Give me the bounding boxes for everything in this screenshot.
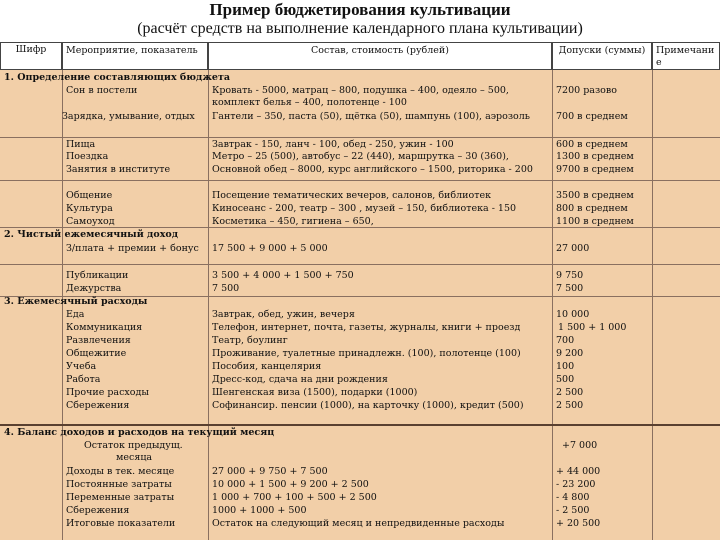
- header-activity: Мероприятие, показатель: [62, 42, 208, 70]
- activity-cell: Постоянные затраты: [66, 479, 172, 490]
- composition-cell: Остаток на следующий месяц и непредвиденные расходы: [212, 518, 505, 529]
- activity-cell: Пища: [66, 139, 96, 150]
- activity-cell: Общение: [66, 190, 113, 201]
- allowance-cell: + 44 000: [556, 466, 601, 477]
- allowance-cell: - 23 200: [556, 479, 596, 490]
- composition-cell: Завтрак - 150, ланч - 100, обед - 250, ужин - 100: [212, 139, 454, 150]
- activity-cell: Сбережения: [66, 505, 130, 516]
- activity-cell: месяца: [116, 452, 153, 463]
- row-divider: [0, 137, 720, 138]
- composition-cell: 1 000 + 700 + 100 + 500 + 2 500: [212, 492, 377, 503]
- activity-cell: Самоуход: [66, 216, 115, 227]
- composition-cell: Дресс-код, сдача на дни рождения: [212, 374, 388, 385]
- allowance-cell: 1100 в среднем: [556, 216, 634, 227]
- column-divider: [552, 70, 553, 540]
- header-note-line1: Примечани: [656, 45, 715, 56]
- activity-cell: Развлечения: [66, 335, 131, 346]
- row-divider: [0, 264, 720, 265]
- column-divider: [208, 70, 209, 540]
- composition-cell: Проживание, туалетные принадлежн. (100), полотенце (100): [212, 348, 521, 359]
- composition-cell: комплект белья – 400, полотенце - 100: [212, 97, 407, 108]
- allowance-cell: +7 000: [562, 440, 598, 451]
- composition-cell: Посещение тематических вечеров, салонов, библиотек: [212, 190, 492, 201]
- composition-cell: Основной обед – 8000, курс английского – 1500, риторика - 200: [212, 164, 533, 175]
- allowance-cell: 700 в среднем: [556, 111, 628, 122]
- activity-cell: Учеба: [66, 361, 97, 372]
- section-2-heading: 2. Чистый ежемесячный доход: [4, 229, 179, 240]
- allowance-cell: 9700 в среднем: [556, 164, 634, 175]
- composition-cell: Метро – 25 (500), автобус – 22 (440), маршрутка – 30 (360),: [212, 151, 509, 162]
- section-divider: [0, 424, 720, 426]
- activity-cell: Прочие расходы: [66, 387, 149, 398]
- activity-cell: Остаток предыдущ.: [84, 440, 183, 451]
- composition-cell: Театр, боулинг: [212, 335, 288, 346]
- allowance-cell: 10 000: [556, 309, 590, 320]
- allowance-cell: - 2 500: [556, 505, 590, 516]
- allowance-cell: 1 500 + 1 000: [558, 322, 627, 333]
- activity-cell: Сбережения: [66, 400, 130, 411]
- allowance-cell: 100: [556, 361, 575, 372]
- allowance-cell: 27 000: [556, 243, 590, 254]
- activity-cell: Переменные затраты: [66, 492, 175, 503]
- header-allowance: Допуски (суммы): [552, 42, 652, 70]
- activity-cell: Еда: [66, 309, 85, 320]
- allowance-cell: 3500 в среднем: [556, 190, 634, 201]
- activity-cell: Культура: [66, 203, 113, 214]
- allowance-cell: 2 500: [556, 400, 584, 411]
- composition-cell: Пособия, канцелярия: [212, 361, 322, 372]
- allowance-cell: 600 в среднем: [556, 139, 628, 150]
- allowance-cell: 1300 в среднем: [556, 151, 634, 162]
- header-composition: Состав, стоимость (рублей): [208, 42, 552, 70]
- allowance-cell: 7200 разово: [556, 85, 617, 96]
- composition-cell: 1000 + 1000 + 500: [212, 505, 307, 516]
- section-1-heading: 1. Определение составляющих бюджета: [4, 72, 231, 83]
- composition-cell: Кровать - 5000, матрац – 800, подушка – 400, одеяло – 500,: [212, 85, 509, 96]
- allowance-cell: 800 в среднем: [556, 203, 628, 214]
- composition-cell: Завтрак, обед, ужин, вечеря: [212, 309, 355, 320]
- row-divider: [0, 180, 720, 181]
- allowance-cell: 2 500: [556, 387, 584, 398]
- header-note: [652, 42, 720, 70]
- activity-cell: Работа: [66, 374, 101, 385]
- activity-cell: Дежурства: [66, 283, 122, 294]
- allowance-cell: + 20 500: [556, 518, 601, 529]
- page-subtitle: (расчёт средств на выполнение календарного плана культивации): [137, 20, 583, 37]
- composition-cell: Косметика – 450, гигиена – 650,: [212, 216, 374, 227]
- allowance-cell: - 4 800: [556, 492, 590, 503]
- activity-cell: Доходы в тек. месяце: [66, 466, 175, 477]
- composition-cell: 7 500: [212, 283, 240, 294]
- section-4-heading: 4. Баланс доходов и расходов на текущий месяц: [4, 427, 275, 438]
- column-divider: [652, 70, 653, 540]
- row-divider: [0, 227, 720, 228]
- allowance-cell: 7 500: [556, 283, 584, 294]
- composition-cell: Киносеанс - 200, театр – 300 , музей – 150, библиотека - 150: [212, 203, 517, 214]
- activity-cell: Зарядка, умывание, отдых: [62, 111, 195, 122]
- composition-cell: 27 000 + 9 750 + 7 500: [212, 466, 328, 477]
- composition-cell: Шенгенская виза (1500), подарки (1000): [212, 387, 418, 398]
- activity-cell: Занятия в институте: [66, 164, 171, 175]
- activity-cell: Поездка: [66, 151, 109, 162]
- allowance-cell: 500: [556, 374, 575, 385]
- composition-cell: 10 000 + 1 500 + 9 200 + 2 500: [212, 479, 369, 490]
- composition-cell: Телефон, интернет, почта, газеты, журналы, книги + проезд: [212, 322, 521, 333]
- page-title: Пример бюджетирования культивации: [209, 0, 511, 19]
- activity-cell: Публикации: [66, 270, 129, 281]
- allowance-cell: 9 200: [556, 348, 584, 359]
- allowance-cell: 9 750: [556, 270, 584, 281]
- header-code: Шифр: [0, 42, 62, 70]
- activity-cell: З/плата + премии + бонус: [66, 243, 199, 254]
- composition-cell: Софинансир. пенсии (1000), на карточку (1000), кредит (500): [212, 400, 524, 411]
- activity-cell: Сон в постели: [66, 85, 138, 96]
- header-note-line2: е: [656, 57, 662, 68]
- allowance-cell: 700: [556, 335, 575, 346]
- activity-cell: Общежитие: [66, 348, 127, 359]
- section-3-heading: 3. Ежемесячный расходы: [4, 296, 148, 307]
- composition-cell: 3 500 + 4 000 + 1 500 + 750: [212, 270, 354, 281]
- composition-cell: Гантели – 350, паста (50), щётка (50), шампунь (100), аэрозоль: [212, 111, 530, 122]
- composition-cell: 17 500 + 9 000 + 5 000: [212, 243, 328, 254]
- activity-cell: Итоговые показатели: [66, 518, 176, 529]
- activity-cell: Коммуникация: [66, 322, 143, 333]
